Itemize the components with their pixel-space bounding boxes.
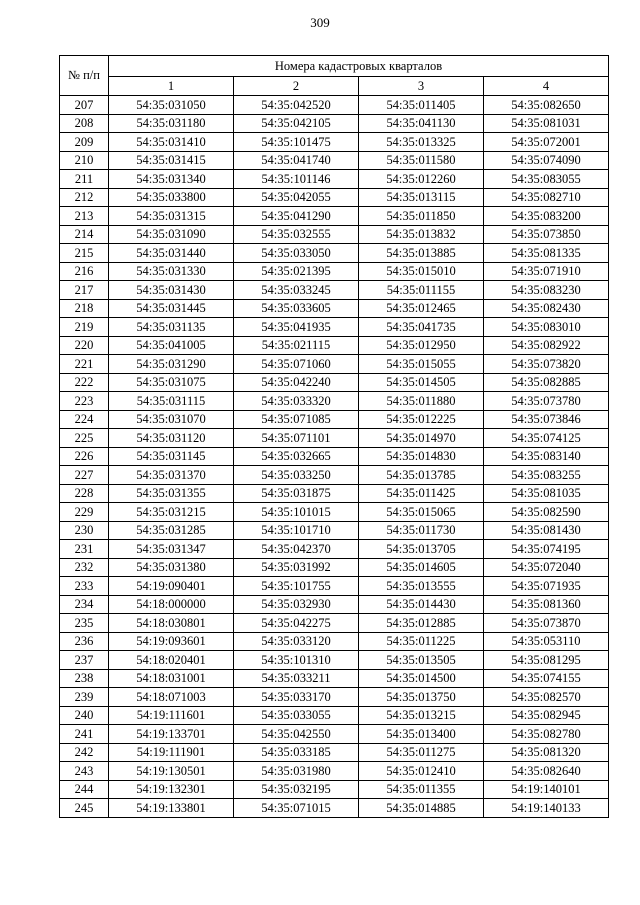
cadastral-number-cell: 54:35:082885 <box>484 373 609 392</box>
cadastral-number-cell: 54:19:090401 <box>109 577 234 596</box>
cadastral-number-cell: 54:35:031380 <box>109 558 234 577</box>
cadastral-number-cell: 54:35:031215 <box>109 503 234 522</box>
cadastral-number-cell: 54:35:081360 <box>484 595 609 614</box>
cadastral-number-cell: 54:35:073780 <box>484 392 609 411</box>
page-number: 309 <box>310 15 330 30</box>
row-number-cell: 241 <box>60 725 109 744</box>
cadastral-number-cell: 54:35:073850 <box>484 225 609 244</box>
cadastral-number-cell: 54:35:011405 <box>359 96 484 115</box>
cadastral-number-cell: 54:35:011155 <box>359 281 484 300</box>
cadastral-number-cell: 54:35:101475 <box>234 133 359 152</box>
table-row <box>60 521 609 540</box>
cadastral-number-cell: 54:35:012410 <box>359 762 484 781</box>
cadastral-number-cell: 54:35:041290 <box>234 207 359 226</box>
cadastral-number-cell: 54:35:101310 <box>234 651 359 670</box>
cadastral-number-cell: 54:35:031120 <box>109 429 234 448</box>
cadastral-number-cell: 54:35:031315 <box>109 207 234 226</box>
row-number-cell: 207 <box>60 96 109 115</box>
cadastral-number-cell: 54:35:013885 <box>359 244 484 263</box>
row-number-cell: 228 <box>60 484 109 503</box>
cadastral-number-cell: 54:35:031430 <box>109 281 234 300</box>
row-number-cell: 224 <box>60 410 109 429</box>
cadastral-number-cell: 54:35:083230 <box>484 281 609 300</box>
cadastral-number-cell: 54:35:071101 <box>234 429 359 448</box>
cadastral-number-cell: 54:35:031135 <box>109 318 234 337</box>
cadastral-number-cell: 54:35:033211 <box>234 669 359 688</box>
table-header <box>60 56 609 96</box>
cadastral-number-cell: 54:35:021395 <box>234 262 359 281</box>
row-number-cell: 237 <box>60 651 109 670</box>
cadastral-number-cell: 54:35:081295 <box>484 651 609 670</box>
table-row <box>60 503 609 522</box>
cadastral-number-cell: 54:35:073820 <box>484 355 609 374</box>
row-number-cell: 217 <box>60 281 109 300</box>
cadastral-number-cell: 54:35:082710 <box>484 188 609 207</box>
cadastral-number-cell: 54:35:073870 <box>484 614 609 633</box>
cadastral-number-cell: 54:35:014500 <box>359 669 484 688</box>
cadastral-number-cell: 54:35:041005 <box>109 336 234 355</box>
row-number-cell: 233 <box>60 577 109 596</box>
cadastral-number-cell: 54:35:013832 <box>359 225 484 244</box>
table-row <box>60 447 609 466</box>
row-number-cell: 235 <box>60 614 109 633</box>
cadastral-number-cell: 54:35:083255 <box>484 466 609 485</box>
table-row <box>60 151 609 170</box>
table-row <box>60 484 609 503</box>
row-number-cell: 234 <box>60 595 109 614</box>
cadastral-number-cell: 54:35:031290 <box>109 355 234 374</box>
row-number-cell: 242 <box>60 743 109 762</box>
cadastral-number-cell: 54:35:031180 <box>109 114 234 133</box>
table-row <box>60 614 609 633</box>
cadastral-number-cell: 54:35:012225 <box>359 410 484 429</box>
cadastral-number-cell: 54:35:033245 <box>234 281 359 300</box>
cadastral-number-cell: 54:35:031445 <box>109 299 234 318</box>
table-row <box>60 188 609 207</box>
cadastral-number-cell: 54:19:111901 <box>109 743 234 762</box>
cadastral-number-cell: 54:35:031440 <box>109 244 234 263</box>
table-row <box>60 540 609 559</box>
cadastral-number-cell: 54:35:031285 <box>109 521 234 540</box>
table-row <box>60 558 609 577</box>
cadastral-number-cell: 54:35:014830 <box>359 447 484 466</box>
cadastral-number-cell: 54:35:082430 <box>484 299 609 318</box>
cadastral-number-cell: 54:35:011225 <box>359 632 484 651</box>
table-row <box>60 318 609 337</box>
column-header-4: 4 <box>484 77 609 96</box>
cadastral-number-cell: 54:35:041740 <box>234 151 359 170</box>
table-row <box>60 225 609 244</box>
row-number-cell: 236 <box>60 632 109 651</box>
cadastral-number-cell: 54:35:011355 <box>359 780 484 799</box>
cadastral-number-cell: 54:35:031050 <box>109 96 234 115</box>
cadastral-number-cell: 54:35:033605 <box>234 299 359 318</box>
row-number-cell: 245 <box>60 799 109 818</box>
cadastral-number-cell: 54:18:000000 <box>109 595 234 614</box>
cadastral-number-cell: 54:35:032665 <box>234 447 359 466</box>
cadastral-number-cell: 54:35:074155 <box>484 669 609 688</box>
table-row <box>60 743 609 762</box>
row-number-cell: 227 <box>60 466 109 485</box>
table-row <box>60 244 609 263</box>
row-number-cell: 244 <box>60 780 109 799</box>
cadastral-number-cell: 54:35:042550 <box>234 725 359 744</box>
table-row <box>60 595 609 614</box>
table-row <box>60 96 609 115</box>
cadastral-number-cell: 54:35:074090 <box>484 151 609 170</box>
cadastral-number-cell: 54:35:042105 <box>234 114 359 133</box>
table-row <box>60 429 609 448</box>
cadastral-number-cell: 54:19:093601 <box>109 632 234 651</box>
cadastral-number-cell: 54:35:031347 <box>109 540 234 559</box>
cadastral-number-cell: 54:19:130501 <box>109 762 234 781</box>
cadastral-number-cell: 54:35:033170 <box>234 688 359 707</box>
cadastral-number-cell: 54:35:031992 <box>234 558 359 577</box>
row-number-header: № п/п <box>60 56 109 96</box>
column-header-2: 2 <box>234 77 359 96</box>
cadastral-number-cell: 54:35:072001 <box>484 133 609 152</box>
cadastral-number-cell: 54:35:011580 <box>359 151 484 170</box>
cadastral-number-cell: 54:35:082945 <box>484 706 609 725</box>
table-row <box>60 262 609 281</box>
cadastral-number-cell: 54:35:033800 <box>109 188 234 207</box>
cadastral-number-cell: 54:35:082780 <box>484 725 609 744</box>
cadastral-number-cell: 54:35:082922 <box>484 336 609 355</box>
row-number-cell: 232 <box>60 558 109 577</box>
cadastral-number-cell: 54:35:074125 <box>484 429 609 448</box>
cadastral-number-cell: 54:35:033320 <box>234 392 359 411</box>
cadastral-number-cell: 54:35:101146 <box>234 170 359 189</box>
cadastral-number-cell: 54:18:031001 <box>109 669 234 688</box>
cadastral-number-cell: 54:35:013325 <box>359 133 484 152</box>
table-row <box>60 688 609 707</box>
cadastral-number-cell: 54:35:033055 <box>234 706 359 725</box>
cadastral-number-cell: 54:35:031875 <box>234 484 359 503</box>
cadastral-number-cell: 54:35:031330 <box>109 262 234 281</box>
cadastral-number-cell: 54:35:014430 <box>359 595 484 614</box>
cadastral-number-cell: 54:35:082570 <box>484 688 609 707</box>
cadastral-number-cell: 54:35:014505 <box>359 373 484 392</box>
cadastral-number-cell: 54:35:031145 <box>109 447 234 466</box>
cadastral-number-cell: 54:19:133801 <box>109 799 234 818</box>
cadastral-number-cell: 54:35:071060 <box>234 355 359 374</box>
cadastral-number-cell: 54:35:031355 <box>109 484 234 503</box>
table-row <box>60 762 609 781</box>
cadastral-number-cell: 54:35:013555 <box>359 577 484 596</box>
cadastral-number-cell: 54:35:074195 <box>484 540 609 559</box>
table-row <box>60 392 609 411</box>
row-number-cell: 240 <box>60 706 109 725</box>
cadastral-number-cell: 54:35:082590 <box>484 503 609 522</box>
cadastral-number-cell: 54:35:012260 <box>359 170 484 189</box>
column-header-1: 1 <box>109 77 234 96</box>
cadastral-number-cell: 54:35:031075 <box>109 373 234 392</box>
row-number-cell: 212 <box>60 188 109 207</box>
cadastral-number-cell: 54:35:101015 <box>234 503 359 522</box>
cadastral-group-header: Номера кадастровых кварталов <box>109 56 609 77</box>
row-number-cell: 226 <box>60 447 109 466</box>
cadastral-number-cell: 54:35:083200 <box>484 207 609 226</box>
table-row <box>60 780 609 799</box>
table-row <box>60 170 609 189</box>
cadastral-number-cell: 54:35:011880 <box>359 392 484 411</box>
cadastral-number-cell: 54:35:033185 <box>234 743 359 762</box>
table-body <box>60 96 609 818</box>
cadastral-number-cell: 54:35:011275 <box>359 743 484 762</box>
table-row <box>60 725 609 744</box>
cadastral-number-cell: 54:35:031370 <box>109 466 234 485</box>
cadastral-number-cell: 54:18:071003 <box>109 688 234 707</box>
table-row <box>60 799 609 818</box>
cadastral-number-cell: 54:35:041735 <box>359 318 484 337</box>
cadastral-number-cell: 54:35:042240 <box>234 373 359 392</box>
table-row <box>60 466 609 485</box>
cadastral-number-cell: 54:35:013785 <box>359 466 484 485</box>
cadastral-number-cell: 54:35:012465 <box>359 299 484 318</box>
cadastral-number-cell: 54:35:011425 <box>359 484 484 503</box>
cadastral-number-cell: 54:18:030801 <box>109 614 234 633</box>
table-row <box>60 281 609 300</box>
cadastral-number-cell: 54:35:041130 <box>359 114 484 133</box>
table-row <box>60 207 609 226</box>
table-row <box>60 651 609 670</box>
cadastral-number-cell: 54:35:013505 <box>359 651 484 670</box>
cadastral-number-cell: 54:35:031070 <box>109 410 234 429</box>
table-row <box>60 632 609 651</box>
cadastral-number-cell: 54:35:014605 <box>359 558 484 577</box>
table-row <box>60 577 609 596</box>
cadastral-number-cell: 54:35:053110 <box>484 632 609 651</box>
cadastral-quarters-table <box>59 55 609 818</box>
row-number-cell: 219 <box>60 318 109 337</box>
table-row <box>60 669 609 688</box>
row-number-cell: 225 <box>60 429 109 448</box>
cadastral-number-cell: 54:35:031410 <box>109 133 234 152</box>
row-number-cell: 221 <box>60 355 109 374</box>
cadastral-number-cell: 54:35:011850 <box>359 207 484 226</box>
cadastral-number-cell: 54:18:020401 <box>109 651 234 670</box>
cadastral-number-cell: 54:19:140133 <box>484 799 609 818</box>
table-row <box>60 706 609 725</box>
cadastral-number-cell: 54:35:031115 <box>109 392 234 411</box>
cadastral-number-cell: 54:35:042370 <box>234 540 359 559</box>
row-number-cell: 213 <box>60 207 109 226</box>
cadastral-number-cell: 54:35:033120 <box>234 632 359 651</box>
row-number-cell: 216 <box>60 262 109 281</box>
cadastral-number-cell: 54:35:032555 <box>234 225 359 244</box>
cadastral-number-cell: 54:35:032930 <box>234 595 359 614</box>
cadastral-number-cell: 54:19:111601 <box>109 706 234 725</box>
cadastral-number-cell: 54:35:021115 <box>234 336 359 355</box>
row-number-cell: 215 <box>60 244 109 263</box>
table-row <box>60 133 609 152</box>
cadastral-number-cell: 54:35:032195 <box>234 780 359 799</box>
cadastral-number-cell: 54:35:081320 <box>484 743 609 762</box>
cadastral-number-cell: 54:35:014885 <box>359 799 484 818</box>
cadastral-number-cell: 54:35:013115 <box>359 188 484 207</box>
cadastral-number-cell: 54:35:013215 <box>359 706 484 725</box>
cadastral-number-cell: 54:35:071015 <box>234 799 359 818</box>
cadastral-number-cell: 54:35:083055 <box>484 170 609 189</box>
table-row <box>60 299 609 318</box>
cadastral-number-cell: 54:35:012885 <box>359 614 484 633</box>
table-row <box>60 410 609 429</box>
cadastral-number-cell: 54:35:083010 <box>484 318 609 337</box>
cadastral-number-cell: 54:35:082650 <box>484 96 609 115</box>
cadastral-number-cell: 54:35:042055 <box>234 188 359 207</box>
cadastral-number-cell: 54:35:013400 <box>359 725 484 744</box>
row-number-cell: 218 <box>60 299 109 318</box>
cadastral-number-cell: 54:35:071910 <box>484 262 609 281</box>
cadastral-number-cell: 54:35:012950 <box>359 336 484 355</box>
row-number-cell: 238 <box>60 669 109 688</box>
cadastral-number-cell: 54:35:031340 <box>109 170 234 189</box>
table-row <box>60 336 609 355</box>
cadastral-number-cell: 54:35:081430 <box>484 521 609 540</box>
cadastral-number-cell: 54:35:071085 <box>234 410 359 429</box>
cadastral-number-cell: 54:35:071935 <box>484 577 609 596</box>
cadastral-number-cell: 54:19:132301 <box>109 780 234 799</box>
row-number-cell: 230 <box>60 521 109 540</box>
cadastral-number-cell: 54:35:015065 <box>359 503 484 522</box>
cadastral-number-cell: 54:19:140101 <box>484 780 609 799</box>
row-number-cell: 209 <box>60 133 109 152</box>
cadastral-number-cell: 54:35:081035 <box>484 484 609 503</box>
cadastral-number-cell: 54:35:081031 <box>484 114 609 133</box>
cadastral-number-cell: 54:35:081335 <box>484 244 609 263</box>
cadastral-number-cell: 54:35:041935 <box>234 318 359 337</box>
cadastral-number-cell: 54:35:072040 <box>484 558 609 577</box>
table-row <box>60 114 609 133</box>
row-number-cell: 222 <box>60 373 109 392</box>
row-number-cell: 223 <box>60 392 109 411</box>
cadastral-number-cell: 54:35:013705 <box>359 540 484 559</box>
cadastral-number-cell: 54:35:031090 <box>109 225 234 244</box>
cadastral-number-cell: 54:35:014970 <box>359 429 484 448</box>
cadastral-number-cell: 54:35:073846 <box>484 410 609 429</box>
row-number-cell: 210 <box>60 151 109 170</box>
cadastral-number-cell: 54:35:013750 <box>359 688 484 707</box>
row-number-cell: 220 <box>60 336 109 355</box>
cadastral-number-cell: 54:35:015055 <box>359 355 484 374</box>
cadastral-number-cell: 54:35:015010 <box>359 262 484 281</box>
cadastral-number-cell: 54:19:133701 <box>109 725 234 744</box>
table-row <box>60 373 609 392</box>
cadastral-number-cell: 54:35:031415 <box>109 151 234 170</box>
cadastral-number-cell: 54:35:033050 <box>234 244 359 263</box>
column-header-3: 3 <box>359 77 484 96</box>
cadastral-number-cell: 54:35:033250 <box>234 466 359 485</box>
cadastral-number-cell: 54:35:101755 <box>234 577 359 596</box>
cadastral-number-cell: 54:35:031980 <box>234 762 359 781</box>
table-row <box>60 355 609 374</box>
cadastral-number-cell: 54:35:101710 <box>234 521 359 540</box>
row-number-cell: 214 <box>60 225 109 244</box>
row-number-cell: 229 <box>60 503 109 522</box>
cadastral-number-cell: 54:35:083140 <box>484 447 609 466</box>
row-number-cell: 243 <box>60 762 109 781</box>
row-number-cell: 231 <box>60 540 109 559</box>
cadastral-number-cell: 54:35:042275 <box>234 614 359 633</box>
row-number-cell: 239 <box>60 688 109 707</box>
cadastral-number-cell: 54:35:011730 <box>359 521 484 540</box>
cadastral-number-cell: 54:35:082640 <box>484 762 609 781</box>
row-number-cell: 211 <box>60 170 109 189</box>
cadastral-number-cell: 54:35:042520 <box>234 96 359 115</box>
row-number-cell: 208 <box>60 114 109 133</box>
